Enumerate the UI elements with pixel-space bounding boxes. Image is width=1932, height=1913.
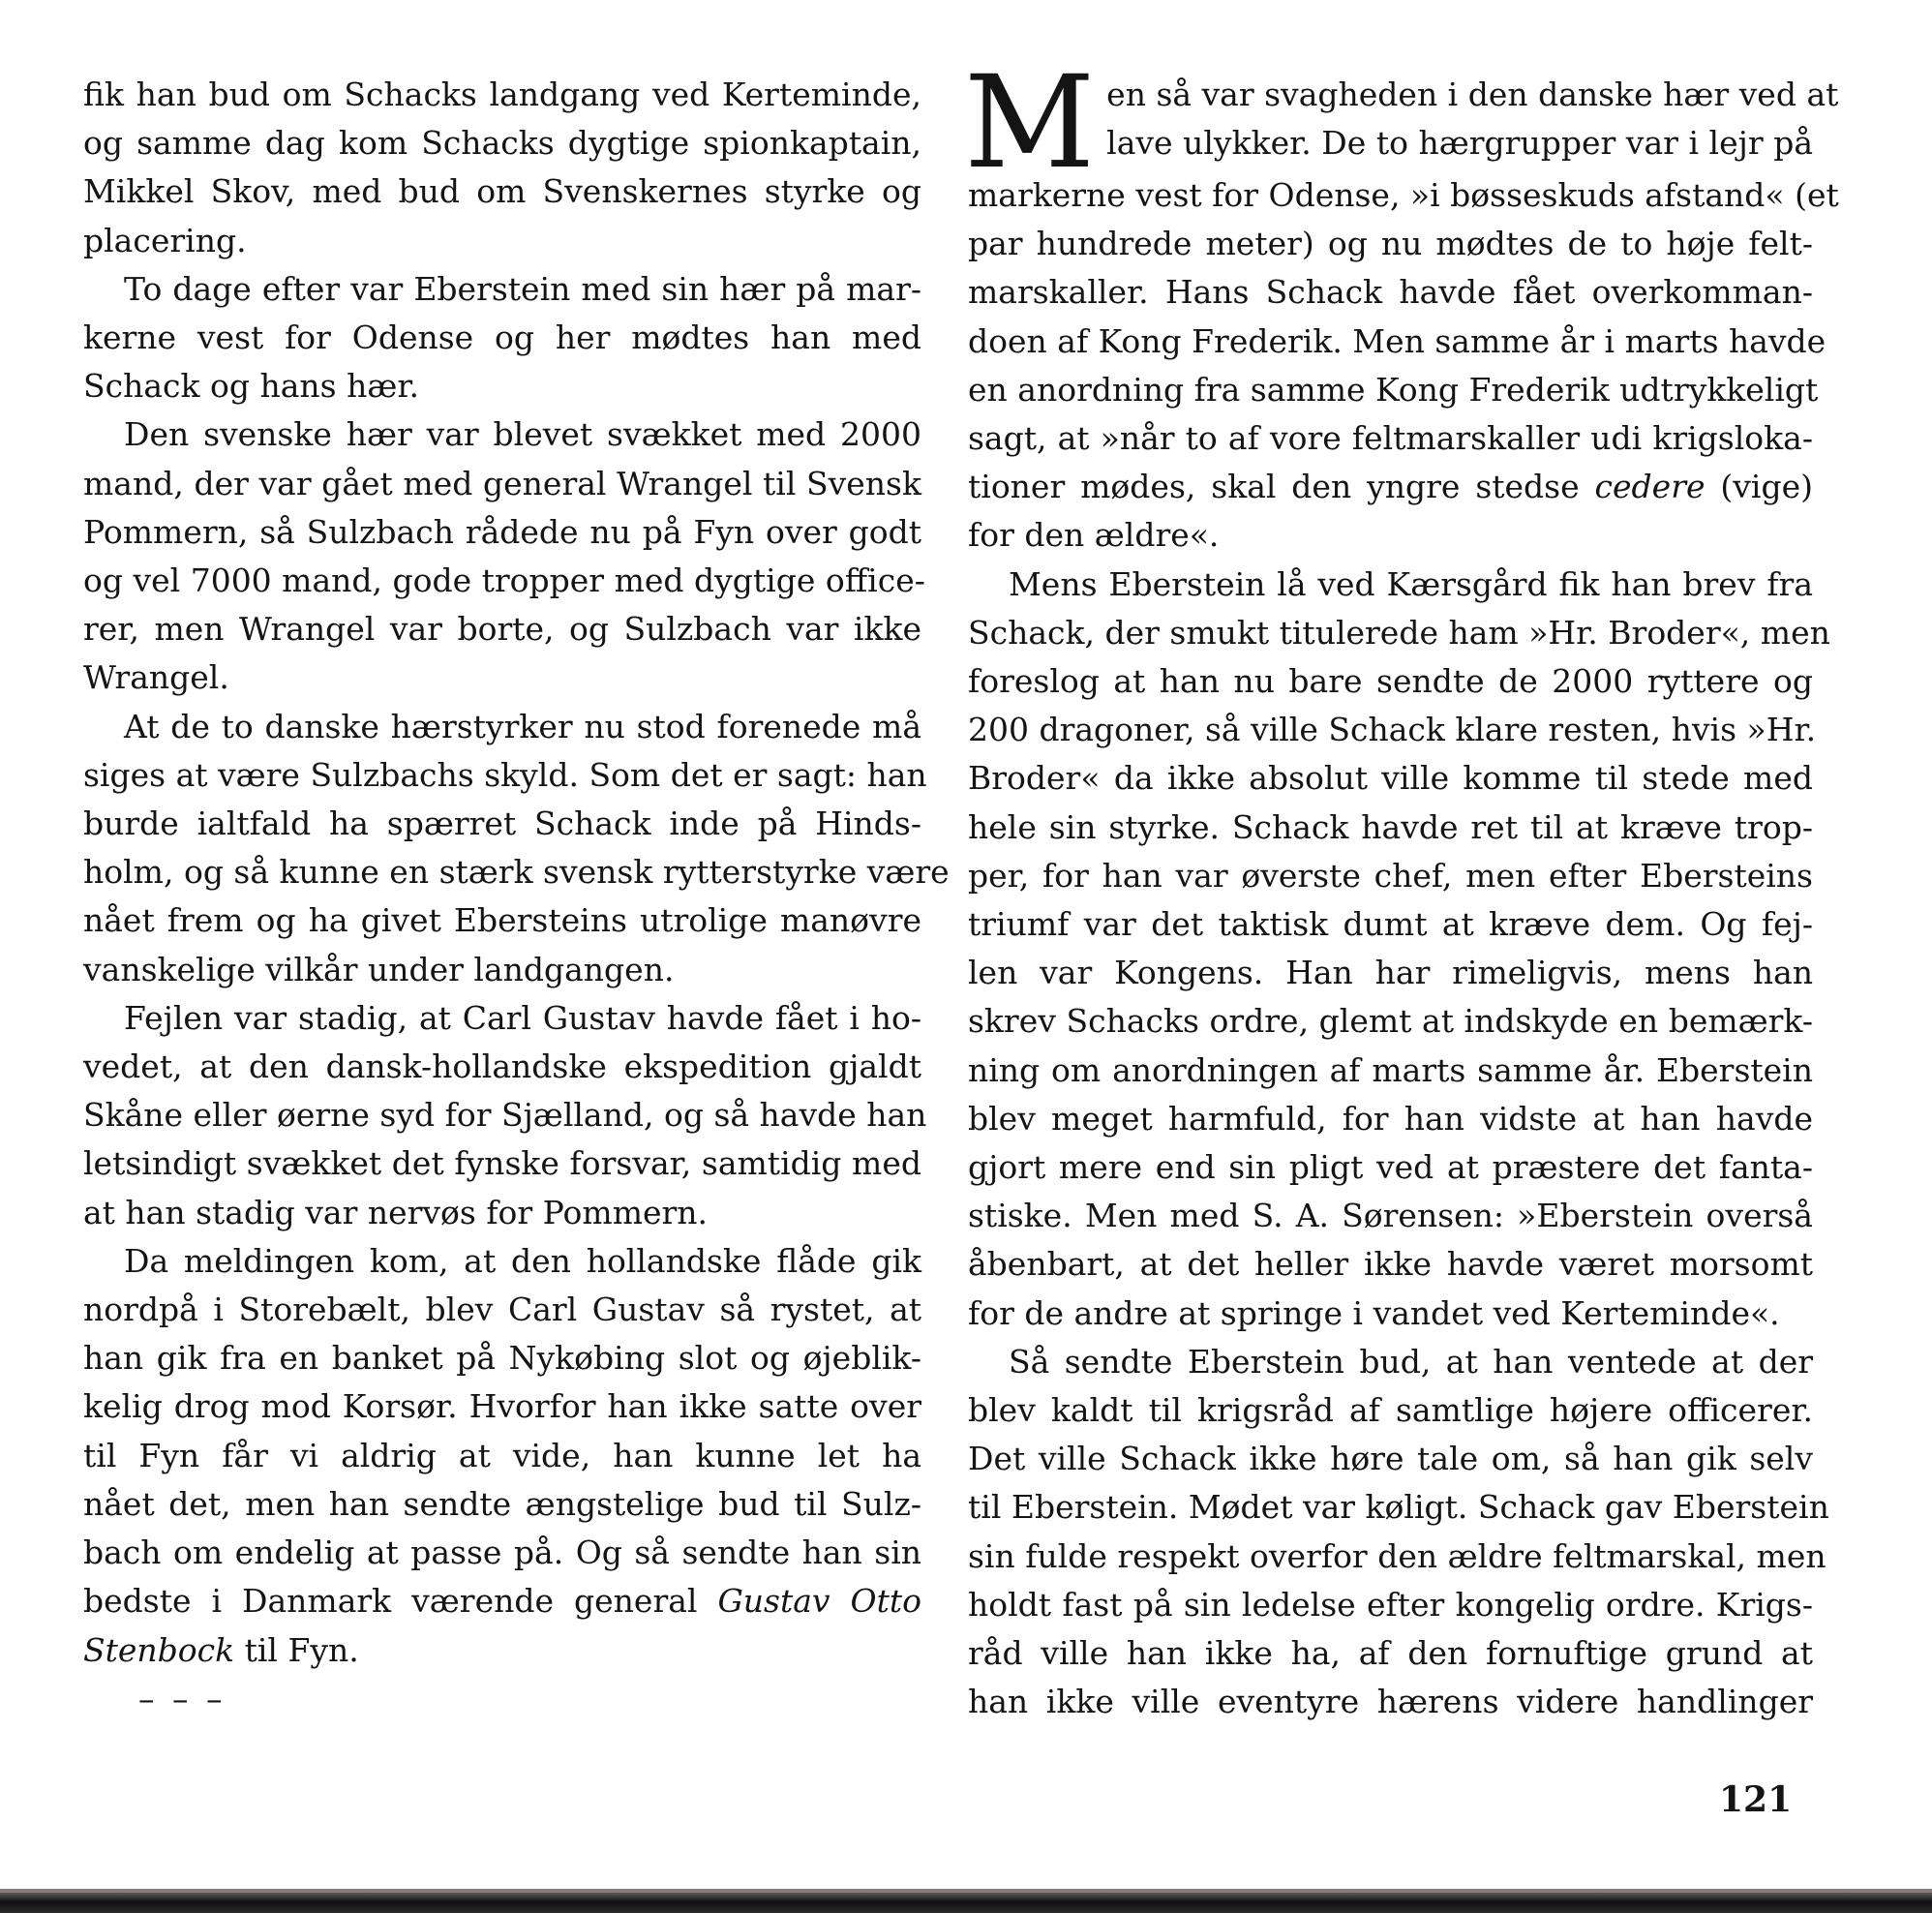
text-line: par hundrede meter) og nu mødtes de to høje felt- bbox=[968, 225, 1813, 263]
text-line: per, for han var øverste chef, men efter Ebersteins bbox=[968, 856, 1813, 895]
text-line: bach om endelig at passe på. Og så sendte han sin bbox=[83, 1533, 921, 1572]
text-line: ning om anordningen af marts samme år. Eberstein bbox=[968, 1050, 1813, 1089]
italic-name: Gustav Otto bbox=[717, 1582, 921, 1621]
text-line: nået frem og ha givet Ebersteins utrolige manøvre bbox=[83, 901, 921, 940]
text-line: burde ialtfald ha spærret Schack inde på Hinds- bbox=[83, 805, 921, 843]
paragraph bbox=[968, 561, 1830, 1338]
text-line: marskaller. Hans Schack havde fået overkomman- bbox=[968, 273, 1813, 312]
text-line: for den ældre«. bbox=[968, 516, 1220, 555]
left-column bbox=[83, 71, 950, 1723]
text-line: og samme dag kom Schacks dygtige spionkaptain, bbox=[83, 124, 921, 163]
text-line: blev kaldt til krigsråd af samtlige højere officerer. bbox=[968, 1391, 1813, 1430]
text-line: råd ville han ikke ha, af den fornuftige grund at bbox=[968, 1634, 1813, 1673]
paragraph bbox=[83, 703, 950, 994]
text-line: Pommern, så Sulzbach rådede nu på Fyn over godt bbox=[83, 512, 921, 551]
text-line: Fejlen var stadig, at Carl Gustav havde fået i ho- bbox=[124, 998, 921, 1037]
text-line: og vel 7000 mand, gode tropper med dygtige office- bbox=[83, 562, 925, 600]
text-line: fik han bud om Schacks landgang ved Kerteminde, bbox=[83, 76, 921, 113]
text-line: gjort mere end sin pligt ved at præstere det fanta- bbox=[968, 1148, 1813, 1187]
text-line: en så var svagheden i den danske hær ved at bbox=[1106, 76, 1839, 113]
text-line: skrev Schacks ordre, glemt at indskyde en bemærk- bbox=[968, 1002, 1813, 1041]
paragraph bbox=[83, 265, 921, 411]
text-line: til Eberstein. Mødet var køligt. Schack gav Eberstein bbox=[968, 1488, 1829, 1527]
text-line: letsindigt svækket det fynske forsvar, samtidig med bbox=[83, 1144, 921, 1183]
text-line: Den svenske hær var blevet svækket med 2000 bbox=[124, 415, 921, 454]
text-line: rer, men Wrangel var borte, og Sulzbach var ikke bbox=[83, 610, 921, 649]
text-line: Mens Eberstein lå ved Kærsgård fik han brev fra bbox=[1009, 564, 1813, 603]
text-line: len var Kongens. Han har rimeligvis, mens han bbox=[968, 954, 1813, 992]
paragraph bbox=[83, 994, 927, 1237]
text-line: sin fulde respekt overfor den ældre feltmarskal, men bbox=[968, 1536, 1826, 1575]
text-line: Schack og hans hær. bbox=[83, 367, 419, 406]
section-break-dashes: – – – bbox=[138, 1679, 226, 1717]
text-line: nordpå i Storebælt, blev Carl Gustav så rystet, at bbox=[83, 1291, 921, 1329]
text-line: til Fyn får vi aldrig at vide, han kunne let ha bbox=[83, 1436, 921, 1474]
text-line: stiske. Men med S. A. Sørensen: »Eberstein overså bbox=[968, 1197, 1813, 1235]
text-line: holm, og så kunne en stærk svensk rytterstyrke være bbox=[83, 853, 950, 892]
paragraph bbox=[83, 410, 925, 702]
text-run: (vige) bbox=[1705, 468, 1814, 506]
text-line: siges at være Sulzbachs skyld. Som det er sagt: han bbox=[83, 755, 927, 794]
paragraph bbox=[968, 1338, 1829, 1727]
text-run: til Fyn. bbox=[234, 1630, 359, 1669]
text-line: foreslog at han nu bare sendte de 2000 ryttere og bbox=[968, 662, 1813, 701]
text-line: lave ulykker. De to hærgrupper var i lejr på bbox=[1106, 124, 1813, 163]
text-line: blev meget harmfuld, for han vidste at han havde bbox=[968, 1099, 1813, 1138]
text-run: bedste i Danmark værende general bbox=[83, 1582, 718, 1621]
text-line: sagt, at »når to af vore feltmarskaller udi krigsloka- bbox=[968, 419, 1813, 458]
text-line: holdt fast på sin ledelse efter kongelig ordre. Krigs- bbox=[968, 1585, 1813, 1624]
text-line: At de to danske hærstyrker nu stod forenede må bbox=[124, 707, 921, 745]
text-line: placering. bbox=[83, 221, 247, 259]
text-run: tioner mødes, skal den yngre stedse bbox=[968, 468, 1595, 506]
paragraph bbox=[83, 1237, 921, 1675]
text-line: han ikke ville eventyre hærens videre handlinger bbox=[968, 1683, 1813, 1721]
text-line: vanskelige vilkår under landgangen. bbox=[83, 950, 675, 988]
text-line: Så sendte Eberstein bud, at han ventede at der bbox=[1009, 1342, 1813, 1381]
text-line: Skåne eller øerne syd for Sjælland, og så havde han bbox=[83, 1096, 927, 1135]
page-number: 121 bbox=[1719, 1779, 1793, 1820]
text-line: Da meldingen kom, at den hollandske flåde gik bbox=[124, 1241, 921, 1280]
paragraph bbox=[964, 48, 1839, 561]
text-line: nået det, men han sendte ængstelige bud til Sulz- bbox=[83, 1484, 921, 1523]
text-line: 200 dragoner, så ville Schack klare resten, hvis »Hr. bbox=[968, 711, 1817, 749]
paragraph bbox=[83, 71, 921, 265]
text-line: kelig drog mod Korsør. Hvorfor han ikke satte over bbox=[83, 1387, 921, 1426]
text-line: hele sin styrke. Schack havde ret til at kræve trop- bbox=[968, 807, 1813, 846]
text-line: markerne vest for Odense, »i bøsseskuds afstand« (et bbox=[968, 176, 1839, 214]
text-line: åbenbart, at det heller ikke havde været morsomt bbox=[968, 1245, 1813, 1284]
text-line: Broder« da ikke absolut ville komme til stede med bbox=[968, 759, 1813, 798]
text-line: triumf var det taktisk dumt at kræve dem. Og fej- bbox=[968, 905, 1813, 944]
text-line: at han stadig var nervøs for Pommern. bbox=[83, 1193, 709, 1231]
text-line bbox=[968, 463, 1813, 511]
text-line: Det ville Schack ikke høre tale om, så han gik selv bbox=[968, 1440, 1813, 1478]
text-line: for de andre at springe i vandet ved Kerteminde«. bbox=[968, 1293, 1780, 1332]
drop-cap: M bbox=[964, 48, 1096, 197]
text-line: Schack, der smukt titulerede ham »Hr. Broder«, men bbox=[968, 613, 1830, 652]
right-column bbox=[964, 48, 1839, 1727]
text-line: Mikkel Skov, med bud om Svenskernes styrke og bbox=[83, 172, 921, 211]
text-line: Wrangel. bbox=[83, 658, 229, 697]
text-line: vedet, at den dansk-hollandske ekspedition gjaldt bbox=[83, 1048, 921, 1086]
text-line: kerne vest for Odense og her mødtes han med bbox=[83, 319, 921, 357]
text-line: en anordning fra samme Kong Frederik udtrykkeligt bbox=[968, 370, 1819, 409]
italic-name: Stenbock bbox=[83, 1630, 235, 1669]
text-line: mand, der var gået med general Wrangel til Svensk bbox=[83, 464, 921, 502]
text-line bbox=[83, 1626, 921, 1675]
text-line: doen af Kong Frederik. Men samme år i marts havde bbox=[968, 321, 1826, 360]
text-line: To dage efter var Eberstein med sin hær på mar- bbox=[124, 269, 921, 308]
italic-word: cedere bbox=[1594, 468, 1706, 506]
text-line bbox=[83, 1577, 921, 1625]
text-line: han gik fra en banket på Nykøbing slot og øjeblik- bbox=[83, 1339, 921, 1378]
page-bottom-edge bbox=[0, 1893, 1932, 1913]
